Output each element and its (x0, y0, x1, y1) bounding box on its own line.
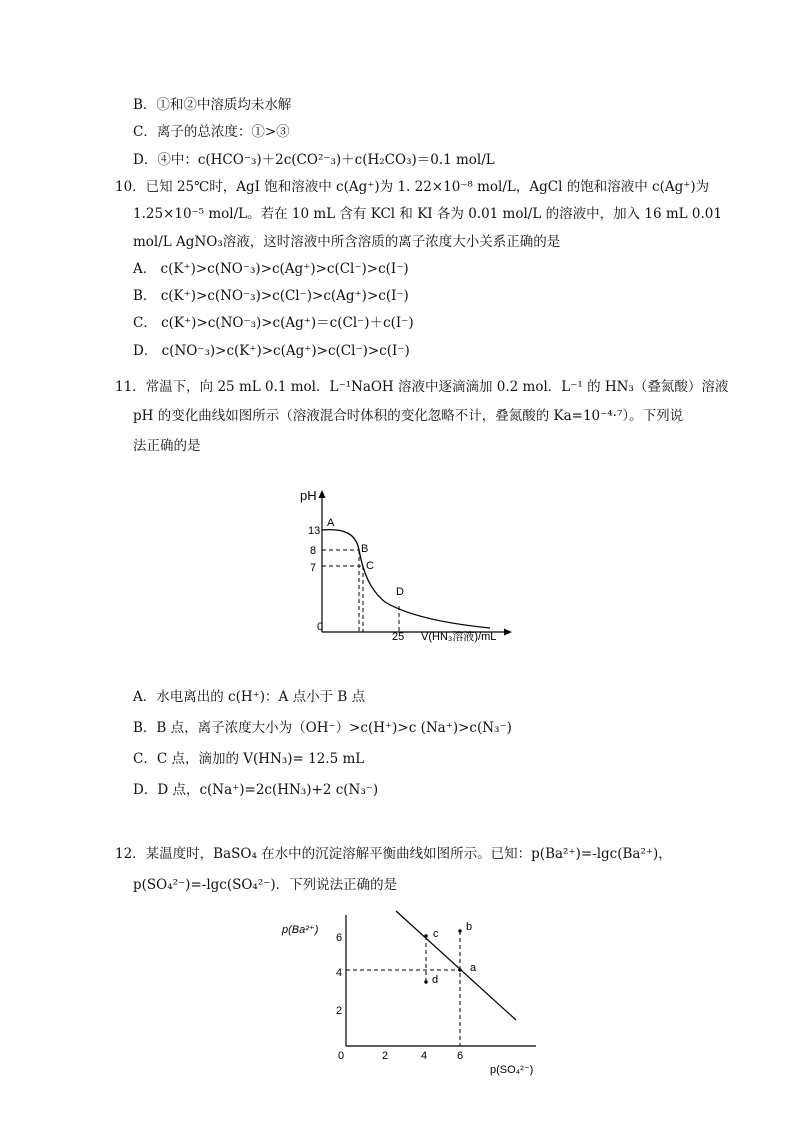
q11-stem-line1: 11．常温下，向 25 mL 0.1 mol．L⁻¹NaOH 溶液中逐滴滴加 0.2 mol．L⁻¹ 的 HN₃（叠氮酸）溶液 (115, 379, 729, 395)
q11-stem-line3: 法正确的是 (133, 438, 201, 454)
q11-option-a: A．水电离出的 c(H⁺)：A 点小于 B 点 (133, 689, 366, 705)
x-tick-6: 6 (457, 1050, 464, 1062)
q10-stem-line1: 10．已知 25℃时，AgI 饱和溶液中 c(Ag⁺)为 1. 22×10⁻⁸ mol/L，AgCl 的饱和溶液中 c(Ag⁺)为 (115, 179, 710, 195)
x-axis-label: p(SO₄²⁻) (490, 1064, 534, 1076)
equilibrium-line (396, 911, 516, 1020)
q11-option-b: B．B 点，离子浓度大小为（OH⁻）>c(H⁺)>c (Na⁺)>c(N₃⁻) (133, 720, 512, 736)
point-b-label: B (361, 543, 369, 555)
q12-stem-line2: p(SO₄²⁻)=-lgc(SO₄²⁻)．下列说法正确的是 (133, 877, 398, 893)
y-axis-label: p(Ba²⁺) (282, 924, 319, 936)
x-axis-arrow (504, 629, 512, 636)
y-tick-8: 8 (310, 545, 317, 557)
y-tick-4: 4 (336, 967, 343, 979)
ph-titration-graph (290, 482, 520, 650)
q11-option-c: C．C 点，滴加的 V(HN₃)= 12.5 mL (133, 751, 365, 767)
point-d (424, 980, 427, 983)
point-c-label: c (433, 928, 439, 940)
point-d-label: D (396, 586, 404, 598)
x-tick-4: 4 (421, 1050, 428, 1062)
q11-option-d: D．D 点，c(Na⁺)=2c(HN₃)+2 c(N₃⁻) (133, 782, 379, 798)
y-axis-arrow (319, 490, 326, 498)
q9-option-c: C．离子的总浓度：①>③ (133, 124, 290, 140)
q10-stem-line3: mol/L AgNO₃溶液，这时溶液中所含溶质的离子浓度大小关系正确的是 (133, 234, 561, 250)
baso4-solubility-graph (278, 903, 548, 1083)
x-tick-0: 0 (338, 1050, 345, 1062)
y-tick-7: 7 (310, 562, 317, 574)
point-a-label: A (327, 517, 335, 529)
point-d-label: d (432, 974, 439, 986)
y-tick-13: 13 (308, 525, 321, 537)
q12-stem-line1: 12．某温度时，BaSO₄ 在水中的沉淀溶解平衡曲线如图所示。已知：p(Ba²⁺)=-lgc(Ba²⁺)， (115, 846, 672, 862)
q10-option-b: B． c(K⁺)>c(NO⁻₃)>c(Cl⁻)>c(Ag⁺)>c(I⁻) (133, 288, 409, 304)
x-tick-2: 2 (382, 1050, 389, 1062)
y-tick-6: 6 (336, 932, 343, 944)
point-b-label: b (466, 921, 473, 933)
q9-option-d: D．④中：c(HCO⁻₃)＋2c(CO²⁻₃)＋c(H₂CO₃)＝0.1 mol/L (133, 152, 495, 168)
y-axis-label: pH (300, 488, 317, 503)
q10-option-d: D． c(NO⁻₃)>c(K⁺)>c(Ag⁺)>c(Cl⁻)>c(I⁻) (133, 343, 410, 359)
x-axis-label: V(HN₃溶液)/mL (421, 631, 497, 643)
q10-option-c: C． c(K⁺)>c(NO⁻₃)>c(Ag⁺)＝c(Cl⁻)＋c(I⁻) (133, 315, 414, 331)
q10-option-a: A． c(K⁺)>c(NO⁻₃)>c(Ag⁺)>c(Cl⁻)>c(I⁻) (133, 261, 409, 277)
point-b (458, 929, 461, 932)
q11-stem-line2: pH 的变化曲线如图所示（溶液混合时体积的变化忽略不计，叠氮酸的 Ka=10⁻⁴·⁷）。下列说 (133, 408, 684, 424)
point-c-label: C (366, 560, 374, 572)
x-tick-0: 0 (317, 621, 324, 633)
point-c (424, 934, 427, 937)
q9-option-b: B．①和②中溶质均未水解 (133, 97, 292, 113)
ph-curve (322, 530, 490, 628)
q10-stem-line2: 1.25×10⁻⁵ mol/L。若在 10 mL 含有 KCl 和 KI 各为 0.01 mol/L 的溶液中，加入 16 mL 0.01 (133, 206, 722, 222)
point-a-label: a (470, 962, 477, 974)
point-a (458, 968, 461, 971)
x-tick-25: 25 (392, 631, 405, 643)
y-tick-2: 2 (336, 1005, 343, 1017)
